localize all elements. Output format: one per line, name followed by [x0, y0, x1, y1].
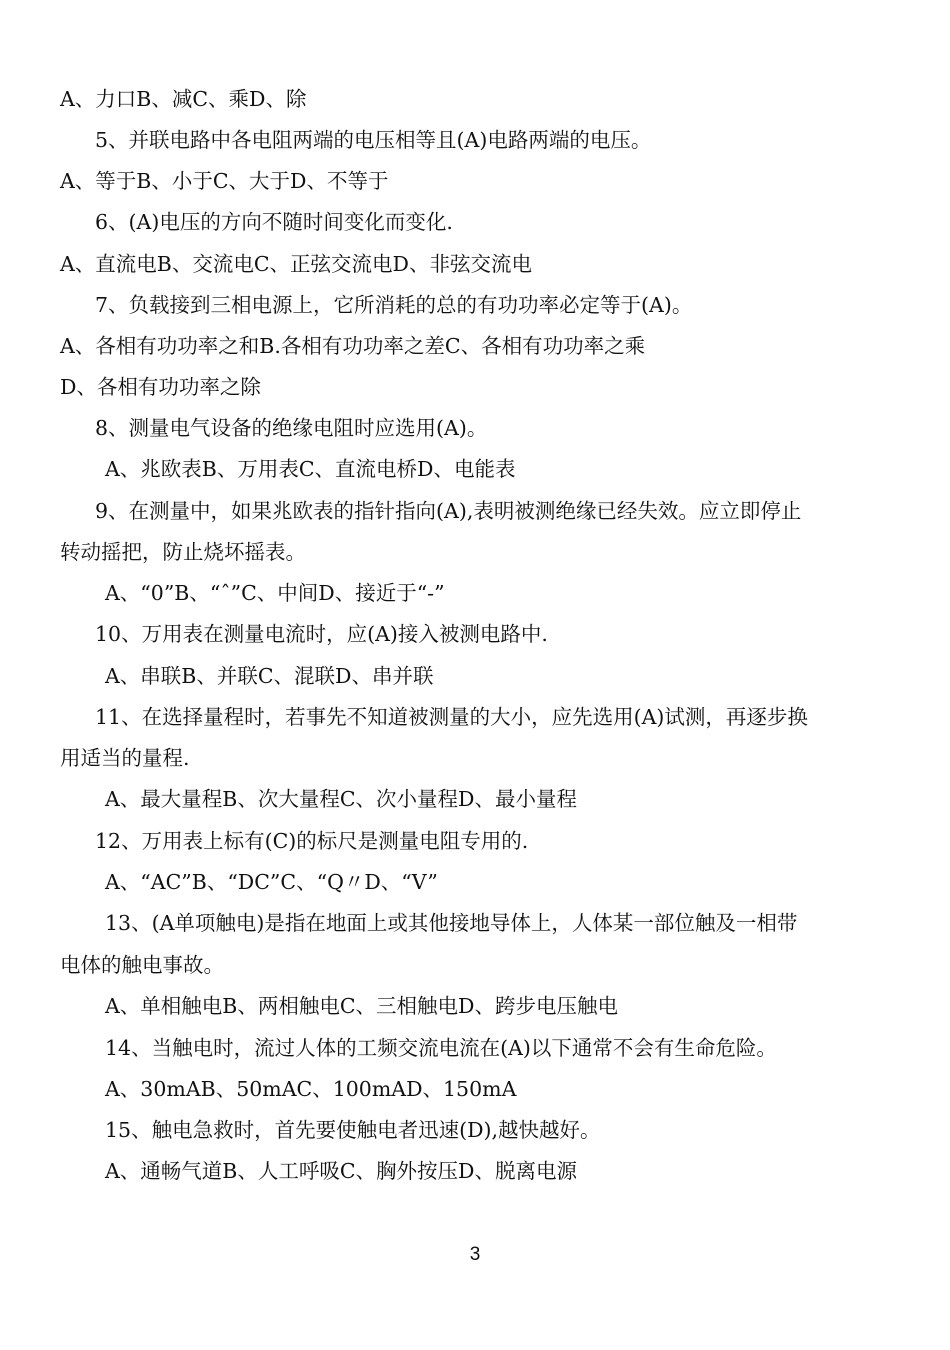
question-15: 15、触电急救时，首先要使触电者迅速(D),越快越好。 — [105, 1118, 601, 1142]
answer-options-9: A、“0”B、“ˆ”C、中间D、接近于“-” — [105, 581, 445, 605]
answer-options-4: A、力口B、减C、乘D、除 — [60, 87, 307, 111]
question-5: 5、并联电路中各电阻两端的电压相等且(A)电路两端的电压。 — [95, 128, 652, 152]
answer-options-7: A、各相有功功率之和B.各相有功功率之差C、各相有功功率之乘 — [60, 334, 646, 358]
question-9-continued: 转动摇把，防止烧坏摇表。 — [60, 540, 306, 564]
question-11-continued: 用适当的量程. — [60, 746, 190, 770]
question-9: 9、在测量中，如果兆欧表的指针指向(A),表明被测绝缘已经失效。应立即停止 — [95, 499, 802, 523]
answer-options-11: A、最大量程B、次大量程C、次小量程D、最小量程 — [105, 787, 577, 811]
question-13-continued: 电体的触电事故。 — [60, 953, 224, 977]
answer-options-15: A、通畅气道B、人工呼吸C、胸外按压D、脱离电源 — [105, 1159, 577, 1183]
answer-options-12: A、“AC”B、“DC”C、“Q〃D、“V” — [105, 870, 438, 894]
answer-options-8: A、兆欧表B、万用表C、直流电桥D、电能表 — [105, 457, 516, 481]
question-7: 7、负载接到三相电源上，它所消耗的总的有功功率必定等于(A)。 — [95, 293, 693, 317]
question-6: 6、(A)电压的方向不随时间变化而变化. — [95, 210, 453, 234]
question-14: 14、当触电时，流过人体的工频交流电流在(A)以下通常不会有生命危险。 — [105, 1036, 777, 1060]
answer-options-7-continued: D、各相有功功率之除 — [60, 375, 261, 399]
question-8: 8、测量电气设备的绝缘电阻时应选用(A)。 — [95, 416, 488, 440]
question-11: 11、在选择量程时，若事先不知道被测量的大小，应先选用(A)试测，再逐步换 — [95, 705, 808, 729]
answer-options-5: A、等于B、小于C、大于D、不等于 — [60, 169, 389, 193]
question-13: 13、(A单项触电)是指在地面上或其他接地导体上，人体某一部位触及一相带 — [105, 911, 798, 935]
answer-options-13: A、单相触电B、两相触电C、三相触电D、跨步电压触电 — [105, 994, 618, 1018]
question-10: 10、万用表在测量电流时，应(A)接入被测电路中. — [95, 622, 548, 646]
answer-options-10: A、串联B、并联C、混联D、串并联 — [105, 664, 434, 688]
answer-options-6: A、直流电B、交流电C、正弦交流电D、非弦交流电 — [60, 252, 532, 276]
page-number: 3 — [469, 1244, 481, 1265]
question-12: 12、万用表上标有(C)的标尺是测量电阻专用的. — [95, 829, 529, 853]
answer-options-14: A、30mAB、50mAC、100mAD、150mA — [105, 1077, 517, 1101]
